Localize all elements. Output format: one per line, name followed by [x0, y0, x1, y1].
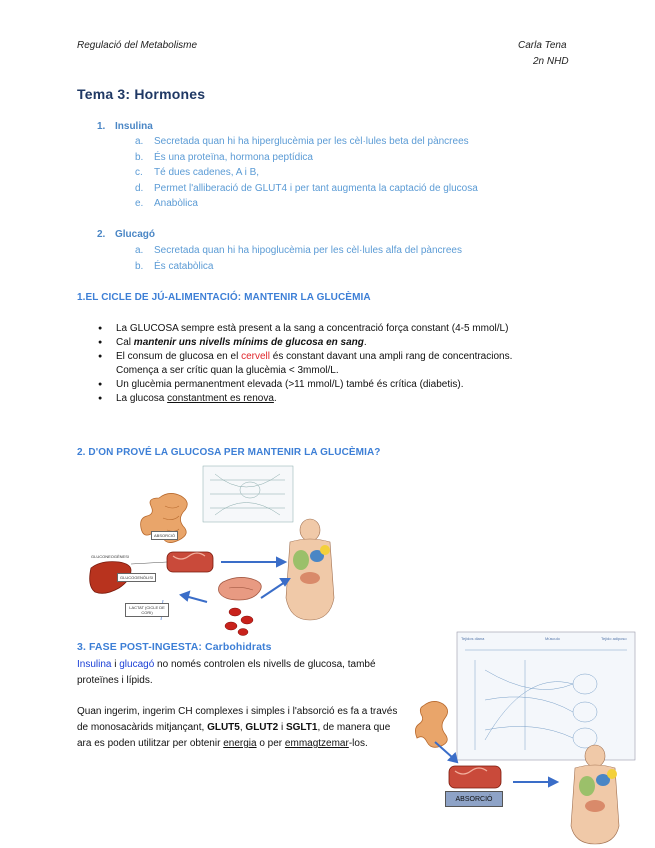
svg-text:Tejido adiposo: Tejido adiposo [601, 636, 627, 641]
hormone-name: Insulina [115, 121, 153, 132]
insulina-points [135, 134, 478, 212]
section2-title: 2. D'ON PROVÉ LA GLUCOSA PER MANTENIR LA GLUCÈMIA? [77, 447, 381, 458]
section1-title: 1.EL CICLE DE JÚ-ALIMENTACIÓ: MANTENIR LA GLUCÈMIA [77, 292, 371, 303]
header-author: Carla Tena [518, 40, 567, 51]
list-item: d. Permet l'alliberació de GLUT4 i per tant augmenta la captació de glucosa [135, 182, 478, 194]
list-item: ● El consum de glucosa en el cervell és constant davant una ampli rang de concentracions. Comença a ser crític quan la glucèmia < 3mmol/L. [96, 350, 546, 378]
label-glucogenolisi: GLUCOGENÒLISI [117, 573, 156, 582]
list-item: b. És una proteïna, hormona peptídica [135, 151, 313, 163]
svg-text:Músculo: Músculo [545, 636, 560, 641]
label-gluconeogenesi: GLUCONEOGÈNESI [91, 554, 130, 559]
human-body-icon [286, 519, 334, 620]
hormone-number: 1. [97, 121, 106, 132]
svg-text:Tejidos diana: Tejidos diana [461, 636, 485, 641]
glucago-points [135, 243, 462, 274]
list-item: a. Secretada quan hi ha hipoglucèmia per les cèl·lules alfa del pàncrees [135, 245, 462, 256]
hormone-insulina-heading [97, 121, 153, 132]
muscle-icon [219, 577, 262, 600]
hormone-glucago-heading [97, 229, 155, 240]
hormone-name: Glucagó [115, 229, 156, 240]
red-blood-cells-icon [225, 608, 253, 636]
section3-title: 3. FASE POST-INGESTA: Carbohidrats [77, 641, 272, 653]
label-absorcio: ABSORCIÓ [151, 531, 178, 540]
absorption-figure [415, 630, 645, 845]
list-item: c. Té dues cadenes, A i B, [135, 167, 260, 178]
section1-bullets [96, 322, 546, 406]
schema-box [457, 632, 635, 760]
intestine-icon [415, 701, 447, 747]
page-title: Tema 3: Hormones [77, 86, 206, 102]
list-item: b. És catabòlica [135, 260, 214, 272]
label-lactat: LACTAT (CICLE DE CORI) [125, 603, 169, 617]
section3-paragraph2: Quan ingerim, ingerim CH complexes i simples i l'absorció es fa a través de monosacàrids mitjançant, GLUT5, GLUT2 i SGLT1, de manera que ara es poden utilitzar per obtenir energia o per emmagtzemar-los. [77, 706, 398, 749]
section3-paragraph1: Insulina i glucagó no només controlen els nivells de glucosa, també proteïnes i lípids. [77, 659, 376, 686]
intestine-segment-icon [167, 552, 213, 572]
list-item: e. Anabòlica [135, 198, 198, 209]
glucose-sources-figure [85, 460, 350, 640]
list-item: ● Cal mantenir uns nivells mínims de glucosa en sang. [96, 336, 546, 350]
label-absorcio: ABSORCIÓ [445, 791, 503, 807]
list-item: ● Un glucèmia permanentment elevada (>11 mmol/L) també és crítica (diabetis). [96, 378, 546, 392]
header-course: 2n NHD [533, 56, 569, 67]
metabolism-schema [203, 466, 293, 522]
hormone-number: 2. [97, 229, 106, 240]
header-subject: Regulació del Metabolisme [77, 40, 198, 51]
absorption-diagram [415, 630, 645, 845]
list-item: ● La GLUCOSA sempre està present a la sang a concentració força constant (4-5 mmol/L) [96, 322, 546, 336]
intestine-segment-icon [449, 766, 501, 788]
list-item: a. Secretada quan hi ha hiperglucèmia per les cèl·lules beta del pàncrees [135, 136, 469, 147]
list-item: ● La glucosa constantment es renova. [96, 392, 546, 406]
